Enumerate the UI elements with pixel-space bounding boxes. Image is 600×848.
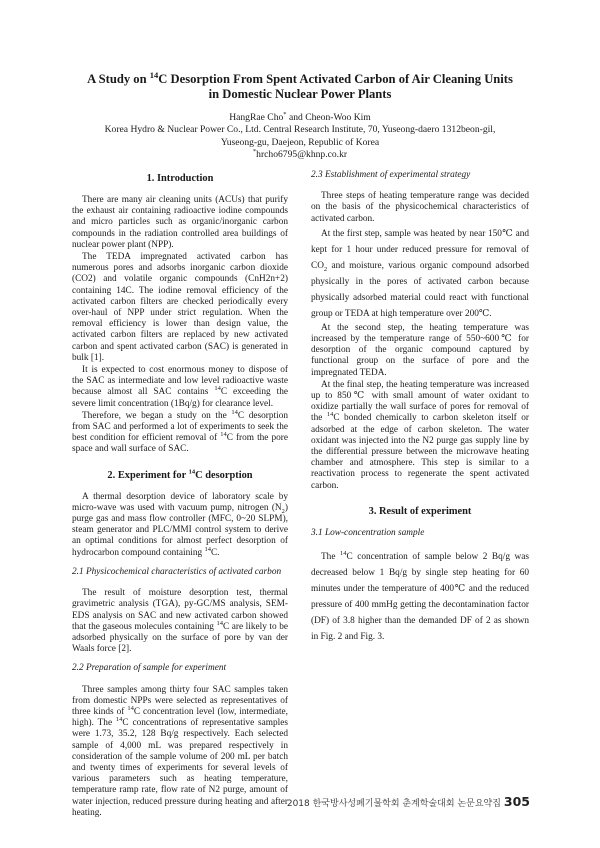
superscript: 14 <box>214 385 221 393</box>
footer-text: 2018 한국방사성폐기물학회 춘계학술대회 논문요약집 <box>286 799 501 809</box>
title-text: C Desorption From Spent Activated Carbon of Air Cleaning Units <box>158 72 513 86</box>
superscript: 14 <box>220 431 227 439</box>
text-span: Three samples among thirty four SAC samples taken from domestic NPPs were selected as representatives of three kinds of <box>72 684 288 717</box>
text-span: C exceeding the severe limit concentration (1Bq/g) for clearance level. <box>72 387 288 409</box>
text-span: C concentration level (low, intermediate, high). The <box>72 706 288 729</box>
email-text: hrcho6795@khnp.co.kr <box>256 149 348 161</box>
paragraph: Three steps of heating temperature range was decided on the basis of the physicochemical characteristics of activated carbon. <box>311 191 529 224</box>
text-span: C concentrations of representative samples were 1.73, 35.2, 128 Bq/g respectively. Each selected sample of 4,000 mL was prepared respectively in consideration of the sample volume of 200 mL per batch and twenty times of experiments for several levels of various parameters such as heating temperature, temperature ramp rate, flow rate of N2 purge, amount of water injection, reduced pressure during heating and after heating. <box>72 718 288 818</box>
subsection-heading: 2.3 Establishment of experimental strategy <box>311 170 471 180</box>
paragraph <box>72 492 288 559</box>
text-span: A thermal desorption device of laboratory scale by micro-wave was used with vacuum pump, nitrogen (N <box>72 491 288 513</box>
text-span: and moisture, various organic compound adsorbed physically in the pores of activated carbon because physically adsorbed material could react with functional group or TEDA at high temperature over 200℃. <box>311 260 529 319</box>
paragraph <box>311 380 529 492</box>
text-span: C bonded chemically to carbon skeleton itself or adsorbed at the edge of carbon skeleton. The water oxidant was injected into the N2 purge gas supply line by the differential pressure between the microwave heating chamber and atmosphere. This step is similar to a reactivation process to regenerate the spent activated carbon. <box>311 413 529 491</box>
superscript: 14 <box>231 408 238 416</box>
paragraph: The TEDA impregnated activated carbon has numerous pores and adsorbs inorganic carbon dioxide (CO2) and volatile organic compounds (CnH2n+2) containing 14C. The iodine removal efficiency of the activated carbon filters are checked periodically every over-haul of NPP under strict regulation. When the removal efficiency is lower than design value, the activated carbon filters are replaced by new activated carbon and spent activated carbon (SAC) is generated in bulk [1]. <box>72 252 288 363</box>
paragraph <box>72 588 288 655</box>
affiliation-line: Korea Hydro & Nuclear Power Co., Ltd. Central Research Institute, 70, Yuseong-daero 1312beon-gil, <box>104 124 496 136</box>
subscript: 2 <box>281 507 285 515</box>
title-superscript: 14 <box>149 69 159 80</box>
superscript: 14 <box>326 411 334 419</box>
author-name: HangRae Cho <box>229 112 284 123</box>
corresponding-mark: * <box>252 148 257 156</box>
author-block <box>40 112 560 162</box>
right-column <box>311 170 529 646</box>
subscript: 2 <box>323 265 328 273</box>
paragraph <box>72 408 289 456</box>
author-email <box>40 149 560 161</box>
paragraph <box>311 549 529 645</box>
section-heading-introduction: 1. Introduction <box>146 173 214 184</box>
superscript: 14 <box>188 468 196 476</box>
text-span: The <box>321 552 340 563</box>
paragraph: There are many air cleaning units (ACUs) that purify the exhaust air containing radioactive iodine compounds and micro particles such as organic/inorganic carbon compounds in the radiation controlled area buildings of nuclear power plant (NPP). <box>72 195 288 250</box>
corresponding-mark: * <box>283 110 287 118</box>
text-span: 2. Experiment for <box>107 469 189 481</box>
subsection-heading: 3.1 Low-concentration sample <box>311 527 425 538</box>
paragraph <box>72 685 288 819</box>
text-span: At the final step, the heating temperature was increased up to 850℃ with small amount of water oxidant to oxidize partially the wall surface of pores for removal of the <box>311 379 529 424</box>
affiliation-line: Yuseong-gu, Daejeon, Republic of Korea <box>220 136 380 148</box>
text-span: C concentration of sample below 2 Bq/g was decreased below 1 Bq/g by single step heating for 60 minutes under the temperature of 400℃ and the reduced pressure of 400 mmHg getting the decontamination factor (DF) of 3.8 higher than the demanded DF of 2 as shown in Fig. 2 and Fig. 3. <box>311 552 529 643</box>
section-heading-result: 3. Result of experiment <box>368 505 472 517</box>
text-span: C from the pore space and wall surface of SAC. <box>72 433 289 455</box>
text-span: C are likely to be adsorbed physically on the surface of pore by van der Waals force [2]. <box>72 621 288 655</box>
author-names <box>40 112 560 124</box>
left-column <box>72 170 288 820</box>
text-span: C desorption <box>195 469 253 481</box>
superscript: 14 <box>216 619 223 627</box>
text-span: The result of moisture desorption test, thermal gravimetric analysis (TGA), py-GC/MS analysis, SEM-EDS analysis on SAC and new activated carbon showed that the gaseous molecules containing <box>72 588 288 632</box>
title-line-1 <box>70 69 530 87</box>
paragraph <box>311 226 529 322</box>
paragraph <box>72 365 288 410</box>
page-number: 305 <box>503 794 530 809</box>
paragraph: At the second step, the heating temperature was increased by the temperature range of 550~600℃ for desorption of the organic compound captured by functional group on the surface of pore and the impregnated TEDA. <box>311 322 529 378</box>
subsection-heading: 2.1 Physicochemical characteristics of activated carbon <box>72 566 282 577</box>
author-name: and Cheon-Woo Kim <box>286 112 371 123</box>
text-span: ) purge gas and mass flow controller (MFC, 0~20 SLPM), steam generator and PLC/MMI control system to derive an optimal conditions for almost perfect desorption of hydrocarbon compound containing <box>72 502 288 558</box>
text-span: At the first step, sample was heated by near 150℃ and kept for 1 hour under reduced pressure for removal of CO <box>311 228 529 271</box>
text-span: Therefore, we began a study on the <box>82 410 232 421</box>
paper-title <box>70 69 530 102</box>
page-footer <box>287 794 530 809</box>
superscript: 14 <box>204 545 211 553</box>
text-span: It is expected to cost enormous money to dispose of the SAC as intermediate and low level radioactive waste because almost all SAC contains <box>72 365 288 398</box>
text-span: C desorption from SAC and performed a lot of experiments to seek the best condition for efficient removal of <box>72 410 288 444</box>
superscript: 14 <box>115 716 123 724</box>
superscript: 14 <box>340 549 347 557</box>
superscript: 14 <box>127 704 134 712</box>
subsection-heading: 2.2 Preparation of sample for experiment <box>72 663 227 674</box>
section-heading-experiment <box>72 469 288 482</box>
title-line-2: in Domestic Nuclear Power Plants <box>208 87 392 101</box>
text-span: C. <box>210 547 220 558</box>
title-text: A Study on <box>87 72 150 86</box>
